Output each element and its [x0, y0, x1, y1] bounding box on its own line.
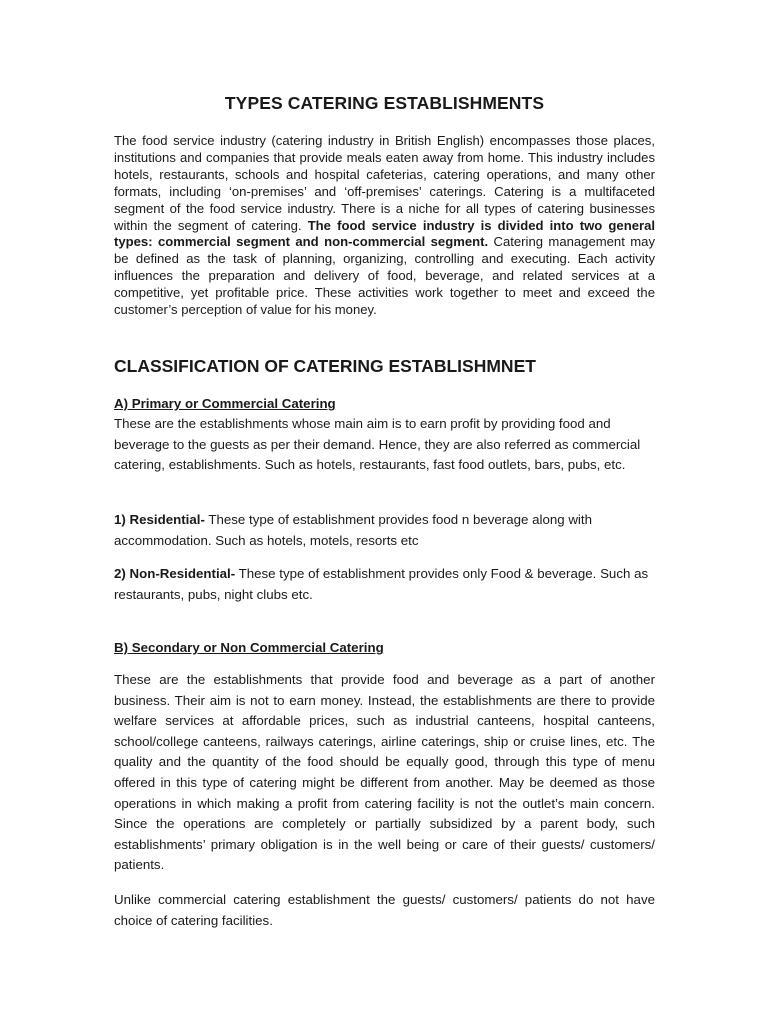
intro-bold-text: The food service industry is divided into two general types: commercial segment and non-commercial segment. — [114, 217, 656, 250]
secondary-catering-paragraph: These are the establishments that provide food and beverage as a part of another business. Their aim is not to earn money. Instead, the establishments are there to provide welfare services at affordable prices, such as industrial canteens, hospital canteens, school/college canteens, railways caterings, airline caterings, ship or cruise lines, etc. The quality and the quantity of the food should be equally good, through this type of menu offered in this type of catering might be different from another. May be deemed as those operations in which making a profit from catering facility is not the outlet’s main concern. Since the operations are completely or partially subsidized by a parent body, such establishments’ primary obligation is in the well being or care of their guests/ customers/ patients. — [114, 672, 655, 873]
intro-paragraph — [114, 133, 655, 319]
intro-text-end: Catering management may be defined as the task of planning, organizing, controlling and executing. Each activity influences the preparation and delivery of food, beverage, and related services at a competitive, yet profitable price. These activities work together to meet and exceed the customer’s perception of value for his money. — [114, 234, 655, 318]
non-residential-label: 2) Non-Residential- — [114, 566, 236, 581]
intro-text-start: The food service industry (catering industry in British English) encompasses those places, institutions and companies that provide meals eaten away from home. This industry includes hotels, restaurants, schools and hospital cafeterias, catering operations, and many other formats, including ‘on-premises’ and ‘off-premises’ caterings. Catering is a multifaceted segment of the food service industry. There is a niche for all types of catering businesses within the segment of catering. — [114, 133, 655, 233]
classification-heading: CLASSIFICATION OF CATERING ESTABLISHMNET — [114, 356, 536, 376]
non-residential-paragraph — [114, 564, 655, 605]
residential-text: These type of establishment provides food n beverage along with accommodation. Such as hotels, motels, resorts etc — [114, 512, 592, 548]
primary-catering-paragraph: These are the establishments whose main aim is to earn profit by providing food and beverage to the guests as per their demand. Hence, they are also referred as commercial catering, establishments. Such as hotels, restaurants, fast food outlets, bars, pubs, etc. — [114, 416, 641, 473]
document-title: TYPES CATERING ESTABLISHMENTS — [224, 93, 545, 113]
primary-catering-heading: A) Primary or Commercial Catering — [114, 396, 336, 411]
secondary-catering-heading: B) Secondary or Non Commercial Catering — [114, 640, 384, 655]
secondary-note-paragraph: Unlike commercial catering establishment the guests/ customers/ patients do not have choice of catering facilities. — [114, 892, 655, 928]
residential-label: 1) Residential- — [114, 512, 205, 527]
non-residential-text: These type of establishment provides only Food & beverage. Such as restaurants, pubs, night clubs etc. — [114, 566, 649, 602]
residential-paragraph — [114, 510, 655, 551]
